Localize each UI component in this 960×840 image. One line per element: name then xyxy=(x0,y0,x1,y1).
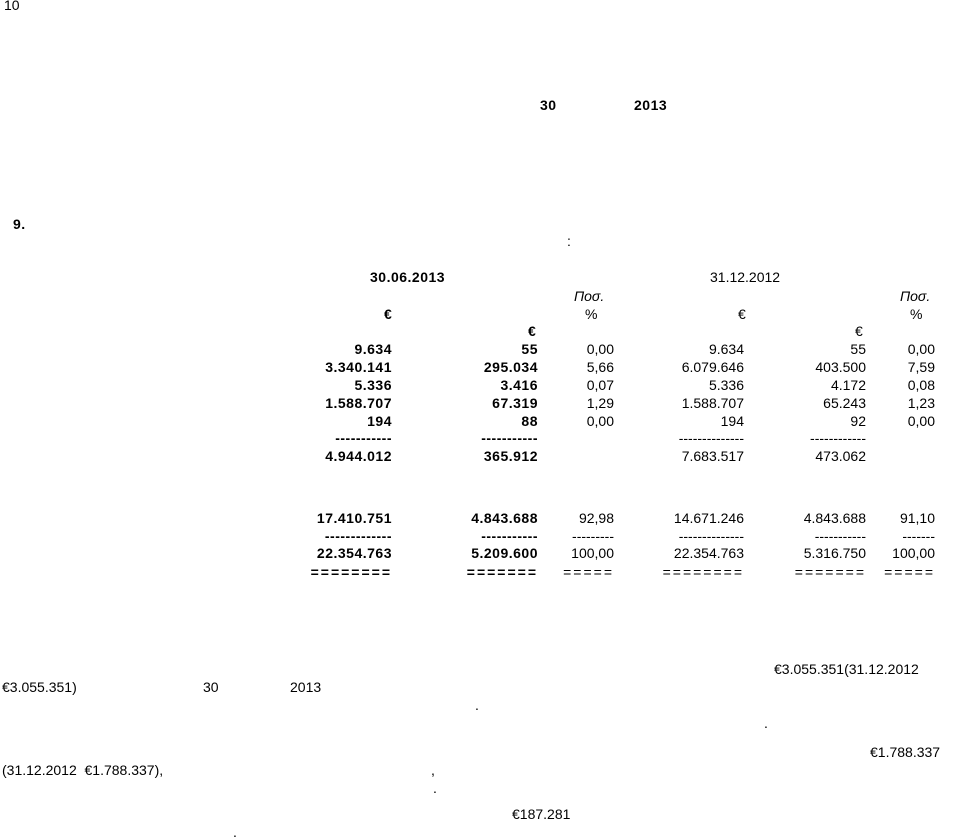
cell-c1: 1.588.707 xyxy=(325,395,392,411)
cell-c6: 1,23 xyxy=(907,395,935,411)
cell-c1: 9.634 xyxy=(354,341,392,357)
cell-c6: 91,10 xyxy=(899,510,935,526)
euro-symbol: € xyxy=(384,306,393,322)
note-amount: €187.281 xyxy=(512,806,571,822)
cell-c2: 3.416 xyxy=(500,377,538,393)
note-amount: €3.055.351) xyxy=(2,679,77,695)
cell-c2: 88 xyxy=(521,413,538,429)
note-amount: (31.12.2012 €1.788.337), xyxy=(2,762,164,778)
cell-c2: 55 xyxy=(521,341,538,357)
pct-header-1: Ποσ. xyxy=(574,288,605,304)
heading-day: 30 xyxy=(540,97,557,113)
cell-c2: 4.843.688 xyxy=(471,510,538,526)
cell-c1: 194 xyxy=(367,413,392,429)
cell-c5: 92 xyxy=(850,413,866,429)
note-period: . xyxy=(233,824,237,840)
equals-rule: ===== xyxy=(884,564,935,580)
cell-c3: 0,00 xyxy=(586,413,614,429)
euro-symbol: € xyxy=(738,306,746,322)
cell-c5: 473.062 xyxy=(815,448,866,464)
cell-c5: 65.243 xyxy=(823,395,866,411)
note-period: . xyxy=(475,697,479,713)
cell-c1: 4.944.012 xyxy=(325,448,392,464)
cell-c4: 6.079.646 xyxy=(681,359,744,375)
dash-rule: ----------- xyxy=(481,430,538,446)
cell-c6: 7,59 xyxy=(907,359,935,375)
cell-c5: 55 xyxy=(850,341,866,357)
dash-rule: -------------- xyxy=(678,528,744,544)
cell-c3: 0,00 xyxy=(586,341,614,357)
intro-colon: : xyxy=(567,233,571,249)
cell-c4: 1.588.707 xyxy=(681,395,744,411)
cell-c4: 14.671.246 xyxy=(673,510,744,526)
dash-rule: -------------- xyxy=(678,430,744,446)
equals-rule: ======== xyxy=(662,564,744,580)
cell-c4: 7.683.517 xyxy=(681,448,744,464)
cell-c6: 0,08 xyxy=(907,377,935,393)
dash-rule: ----------- xyxy=(335,430,392,446)
dash-rule: ------------ xyxy=(810,430,866,446)
cell-c3: 92,98 xyxy=(578,510,614,526)
note-amount: €1.788.337 xyxy=(870,744,941,760)
equals-rule: ======= xyxy=(794,564,866,580)
cell-c4: 194 xyxy=(720,413,744,429)
cell-c5: 4.843.688 xyxy=(803,510,866,526)
cell-c3: 1,29 xyxy=(586,395,614,411)
note-period: . xyxy=(433,780,437,796)
cell-c2: 67.319 xyxy=(492,395,538,411)
cell-c2: 365.912 xyxy=(483,448,538,464)
cell-c1: 3.340.141 xyxy=(325,359,392,375)
equals-rule: ===== xyxy=(563,564,614,580)
pct-sign: % xyxy=(910,306,923,322)
period1-header: 30.06.2013 xyxy=(370,269,446,285)
section-number: 9. xyxy=(13,216,26,232)
euro-symbol: € xyxy=(855,323,863,339)
cell-c6: 0,00 xyxy=(907,341,935,357)
note-day: 30 xyxy=(203,679,219,695)
dash-rule: ------- xyxy=(902,528,935,544)
cell-c4: 22.354.763 xyxy=(673,545,744,561)
period2-header: 31.12.2012 xyxy=(710,269,781,285)
cell-c1: 5.336 xyxy=(354,377,392,393)
cell-c2: 295.034 xyxy=(483,359,538,375)
cell-c5: 4.172 xyxy=(830,377,866,393)
cell-c6: 0,00 xyxy=(907,413,935,429)
cell-c3: 100,00 xyxy=(571,545,614,561)
equals-rule: ======== xyxy=(310,564,392,580)
dash-rule: ------------- xyxy=(324,528,392,544)
cell-c1: 17.410.751 xyxy=(316,510,392,526)
cell-c2: 5.209.600 xyxy=(471,545,538,561)
cell-c3: 0,07 xyxy=(586,377,614,393)
note-amount: €3.055.351(31.12.2012 xyxy=(774,661,919,677)
cell-c5: 403.500 xyxy=(815,359,866,375)
dash-rule: ----------- xyxy=(481,528,538,544)
heading-year: 2013 xyxy=(634,97,668,113)
cell-c5: 5.316.750 xyxy=(803,545,866,561)
dash-rule: ----------- xyxy=(814,528,866,544)
pct-sign: % xyxy=(585,306,598,322)
dash-rule: --------- xyxy=(572,528,614,544)
note-comma: , xyxy=(431,762,435,778)
page-number: 10 xyxy=(4,0,20,13)
pct-header-2: Ποσ. xyxy=(900,288,931,304)
note-period: . xyxy=(764,715,768,731)
cell-c3: 5,66 xyxy=(586,359,614,375)
euro-symbol: € xyxy=(528,323,537,339)
cell-c4: 5.336 xyxy=(708,377,744,393)
cell-c1: 22.354.763 xyxy=(316,545,392,561)
equals-rule: ======= xyxy=(466,564,538,580)
note-year: 2013 xyxy=(290,679,322,695)
cell-c4: 9.634 xyxy=(708,341,744,357)
cell-c6: 100,00 xyxy=(892,545,935,561)
